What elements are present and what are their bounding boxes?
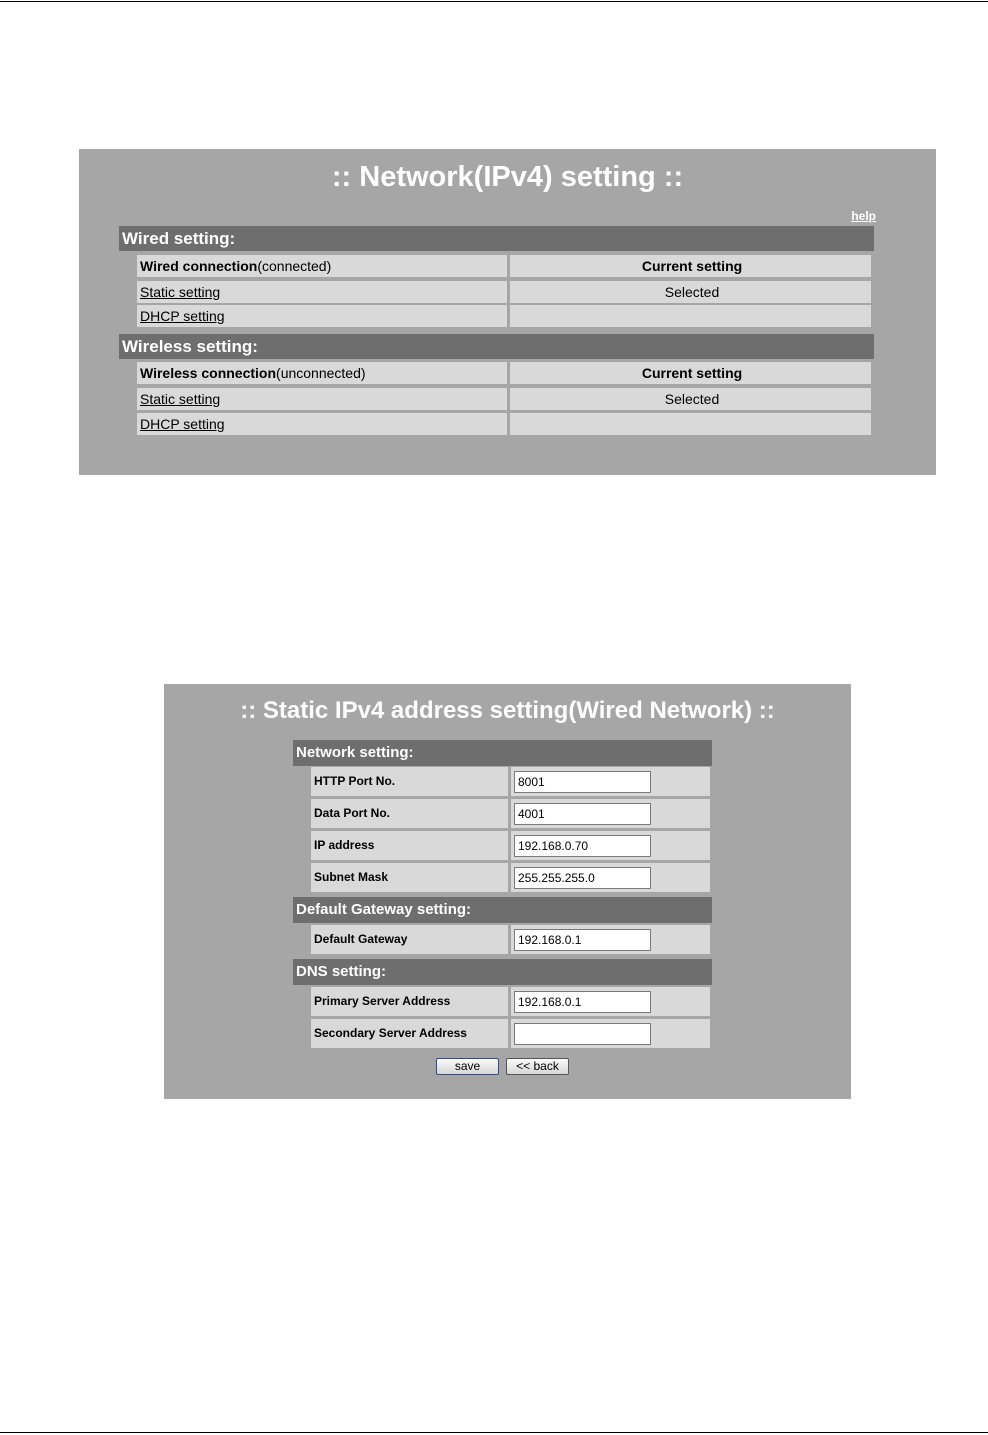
ip-address-cell <box>511 831 710 860</box>
wired-connection-cell <box>137 255 507 277</box>
wireless-dhcp-status <box>510 413 871 435</box>
network-setting-header: Network setting: <box>293 740 712 766</box>
wired-dhcp-setting-link[interactable]: DHCP setting <box>140 308 225 324</box>
wired-connection-status: (connected) <box>257 258 332 274</box>
panel-title: :: Network(IPv4) setting :: <box>331 161 684 193</box>
default-gateway-input[interactable] <box>514 929 651 951</box>
http-port-cell <box>511 767 710 796</box>
wireless-connection-label: Wireless connection <box>140 365 277 381</box>
primary-dns-row <box>311 987 710 1016</box>
wired-static-status: Selected <box>510 281 871 303</box>
wireless-static-cell <box>137 388 507 410</box>
ip-address-input[interactable] <box>514 835 651 857</box>
subnet-mask-label: Subnet Mask <box>311 863 508 892</box>
static-ipv4-panel <box>164 684 851 1099</box>
secondary-dns-label: Secondary Server Address <box>311 1019 508 1048</box>
back-button[interactable]: << back <box>506 1058 569 1075</box>
wireless-dhcp-row <box>137 413 871 435</box>
wired-current-setting-header: Current setting <box>510 255 871 277</box>
help-link[interactable]: help <box>851 209 876 223</box>
default-gateway-label: Default Gateway <box>311 925 508 954</box>
wired-static-setting-link[interactable]: Static setting <box>140 284 221 300</box>
wired-connection-label: Wired connection <box>140 258 258 274</box>
ip-address-row <box>311 831 710 860</box>
wireless-dhcp-setting-link[interactable]: DHCP setting <box>140 416 225 432</box>
data-port-row <box>311 799 710 828</box>
wired-static-cell <box>137 281 507 303</box>
wireless-connection-cell <box>137 362 507 384</box>
network-settings-panel <box>79 149 936 475</box>
secondary-dns-cell <box>511 1019 710 1048</box>
wired-dhcp-status <box>510 305 871 327</box>
wireless-current-setting-header: Current setting <box>510 362 871 384</box>
default-gateway-cell <box>511 925 710 954</box>
ip-address-label: IP address <box>311 831 508 860</box>
wireless-static-status: Selected <box>510 388 871 410</box>
wireless-connection-status: (unconnected) <box>276 365 366 381</box>
wireless-section-header: Wireless setting: <box>119 334 874 359</box>
top-rule <box>0 1 988 2</box>
wireless-dhcp-cell <box>137 413 507 435</box>
http-port-input[interactable] <box>514 771 651 793</box>
subnet-mask-input[interactable] <box>514 867 651 889</box>
http-port-row <box>311 767 710 796</box>
http-port-label: HTTP Port No. <box>311 767 508 796</box>
data-port-input[interactable] <box>514 803 651 825</box>
wired-dhcp-row <box>137 305 871 327</box>
wireless-connection-row <box>137 362 871 384</box>
default-gateway-header: Default Gateway setting: <box>293 897 712 923</box>
data-port-cell <box>511 799 710 828</box>
wired-section-header: Wired setting: <box>119 226 874 251</box>
wired-dhcp-cell <box>137 305 507 327</box>
dns-setting-header: DNS setting: <box>293 959 712 985</box>
primary-dns-label: Primary Server Address <box>311 987 508 1016</box>
secondary-dns-input[interactable] <box>514 1023 651 1045</box>
save-button[interactable]: save <box>436 1058 499 1075</box>
default-gateway-row <box>311 925 710 954</box>
wired-static-row <box>137 281 871 303</box>
wireless-static-setting-link[interactable]: Static setting <box>140 391 221 407</box>
primary-dns-cell <box>511 987 710 1016</box>
panel-title: :: Static IPv4 address setting(Wired Network) :: <box>240 697 775 724</box>
secondary-dns-row <box>311 1019 710 1048</box>
subnet-mask-row <box>311 863 710 892</box>
wireless-static-row <box>137 388 871 410</box>
bottom-rule <box>0 1432 988 1433</box>
subnet-mask-cell <box>511 863 710 892</box>
wired-connection-row <box>137 255 871 277</box>
data-port-label: Data Port No. <box>311 799 508 828</box>
primary-dns-input[interactable] <box>514 991 651 1013</box>
